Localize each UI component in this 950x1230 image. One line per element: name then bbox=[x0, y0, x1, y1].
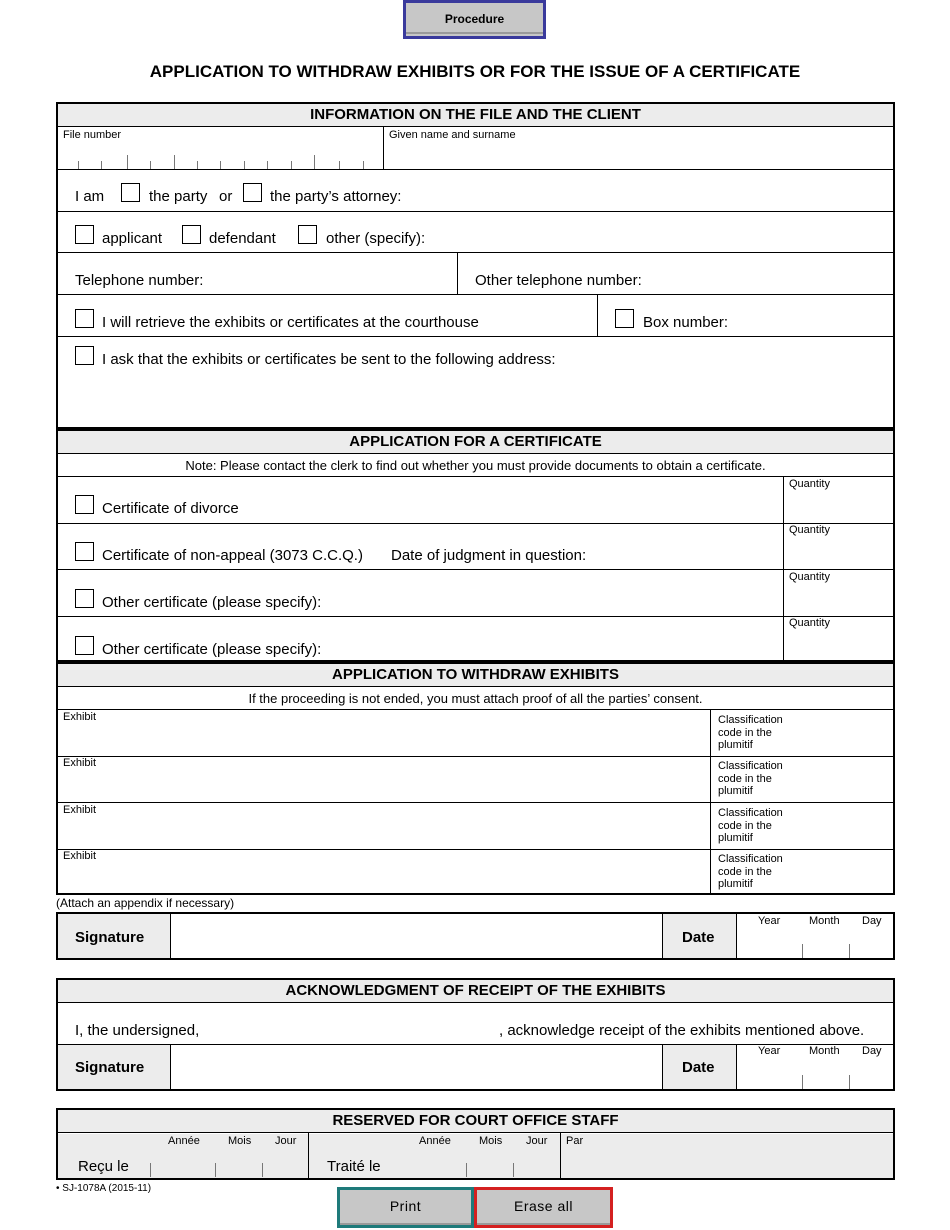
other-certificate-2-quantity-input[interactable] bbox=[789, 630, 889, 660]
exhibit-label: Exhibit bbox=[63, 757, 97, 769]
quantity-label: Quantity bbox=[789, 524, 830, 536]
jour-label: Jour bbox=[275, 1135, 297, 1147]
other-certificate-2-checkbox[interactable] bbox=[75, 636, 94, 655]
send-address-checkbox[interactable] bbox=[75, 346, 94, 365]
box-number-checkbox[interactable] bbox=[615, 309, 634, 328]
par-input[interactable] bbox=[566, 1148, 889, 1178]
info-section bbox=[56, 102, 895, 429]
classification-3-input[interactable] bbox=[793, 807, 889, 847]
date-label: Date bbox=[682, 929, 715, 946]
other-certificate-1-checkbox[interactable] bbox=[75, 589, 94, 608]
day-label: Day bbox=[862, 1045, 882, 1057]
signature-label: Signature bbox=[75, 929, 145, 946]
retrieve-checkbox[interactable] bbox=[75, 309, 94, 328]
name-label: Given name and surname bbox=[389, 129, 516, 141]
the-party-label: the party bbox=[149, 188, 208, 205]
file-number-label: File number bbox=[63, 129, 122, 141]
exhibits-section bbox=[56, 662, 895, 895]
classification-label: Classification code in the plumitif bbox=[718, 760, 783, 797]
other-checkbox[interactable] bbox=[298, 225, 317, 244]
traite-le-date-input[interactable] bbox=[401, 1148, 557, 1178]
box-number-input[interactable] bbox=[738, 298, 888, 334]
applicant-checkbox[interactable] bbox=[75, 225, 94, 244]
defendant-label: defendant bbox=[209, 230, 276, 247]
mois-label: Mois bbox=[479, 1135, 503, 1147]
telephone-label: Telephone number: bbox=[75, 272, 204, 289]
attorney-checkbox[interactable] bbox=[243, 183, 262, 202]
other-certificate-2-input[interactable] bbox=[338, 621, 778, 659]
page-title: APPLICATION TO WITHDRAW EXHIBITS OR FOR THE ISSUE OF A CERTIFICATE bbox=[149, 62, 801, 81]
classification-label: Classification code in the plumitif bbox=[718, 807, 783, 844]
other-certificate-1-label: Other certificate (please specify): bbox=[102, 594, 322, 611]
the-party-checkbox[interactable] bbox=[121, 183, 140, 202]
erase-all-button-label: Erase all bbox=[477, 1190, 610, 1225]
annee-label: Année bbox=[168, 1135, 200, 1147]
ack-date-input[interactable] bbox=[738, 1058, 889, 1089]
form-code: • SJ-1078A (2015-11) bbox=[56, 1183, 152, 1194]
signature-label: Signature bbox=[75, 1059, 145, 1076]
exhibit-3-input[interactable] bbox=[63, 817, 705, 847]
recu-le-label: Reçu le bbox=[78, 1158, 129, 1175]
date-label: Date bbox=[682, 1059, 715, 1076]
classification-label: Classification code in the plumitif bbox=[718, 714, 783, 751]
exhibit-4-input[interactable] bbox=[63, 863, 705, 893]
day-label: Day bbox=[862, 915, 882, 927]
acknowledgment-header: ACKNOWLEDGMENT OF RECEIPT OF THE EXHIBITS bbox=[58, 980, 893, 1003]
appendix-note: (Attach an appendix if necessary) bbox=[56, 896, 235, 910]
divorce-label: Certificate of divorce bbox=[102, 500, 239, 517]
procedure-button[interactable] bbox=[403, 0, 546, 39]
attorney-input[interactable] bbox=[418, 174, 888, 210]
judgment-date-input[interactable] bbox=[598, 528, 778, 564]
signature-row bbox=[56, 912, 895, 960]
classification-label: Classification code in the plumitif bbox=[718, 853, 783, 890]
applicant-label: applicant bbox=[102, 230, 163, 247]
undersigned-name-input[interactable] bbox=[208, 1007, 498, 1041]
send-address-label: I ask that the exhibits or certificates be sent to the following address: bbox=[102, 351, 556, 368]
quantity-label: Quantity bbox=[789, 478, 830, 490]
mois-label: Mois bbox=[228, 1135, 252, 1147]
exhibit-1-input[interactable] bbox=[63, 724, 705, 754]
or-label: or bbox=[219, 188, 233, 205]
exhibit-label: Exhibit bbox=[63, 711, 97, 723]
defendant-checkbox[interactable] bbox=[182, 225, 201, 244]
exhibits-note: If the proceeding is not ended, you must attach proof of all the parties’ consent. bbox=[248, 691, 703, 706]
i-am-label: I am bbox=[75, 188, 105, 205]
month-label: Month bbox=[809, 915, 840, 927]
signature-input[interactable] bbox=[171, 914, 661, 958]
classification-1-input[interactable] bbox=[793, 714, 889, 754]
undersigned-label: I, the undersigned, bbox=[75, 1022, 200, 1039]
exhibit-label: Exhibit bbox=[63, 850, 97, 862]
other-certificate-1-input[interactable] bbox=[338, 574, 778, 610]
divorce-quantity-input[interactable] bbox=[789, 491, 889, 521]
recu-le-date-input[interactable] bbox=[150, 1148, 306, 1178]
acknowledge-text: , acknowledge receipt of the exhibits mentioned above. bbox=[499, 1022, 865, 1039]
address-textarea[interactable] bbox=[75, 372, 889, 425]
other-specify-input[interactable] bbox=[434, 216, 889, 250]
ack-signature-input[interactable] bbox=[171, 1045, 661, 1089]
attorney-label: the party’s attorney: bbox=[270, 188, 402, 205]
classification-4-input[interactable] bbox=[793, 853, 889, 893]
other-certificate-2-label: Other certificate (please specify): bbox=[102, 641, 322, 658]
file-number-input[interactable] bbox=[63, 142, 383, 169]
classification-2-input[interactable] bbox=[793, 760, 889, 800]
box-number-label: Box number: bbox=[643, 314, 729, 331]
year-label: Year bbox=[758, 1045, 781, 1057]
par-label: Par bbox=[566, 1135, 584, 1147]
quantity-label: Quantity bbox=[789, 617, 830, 629]
traite-le-label: Traité le bbox=[327, 1158, 381, 1175]
erase-all-button[interactable] bbox=[474, 1187, 613, 1228]
certificate-section bbox=[56, 429, 895, 662]
exhibit-label: Exhibit bbox=[63, 804, 97, 816]
non-appeal-label: Certificate of non-appeal (3073 C.C.Q.) bbox=[102, 547, 363, 564]
print-button-label: Print bbox=[340, 1190, 471, 1225]
certificate-note: Note: Please contact the clerk to find out whether you must provide documents to obtain a certificate. bbox=[185, 458, 766, 473]
print-button[interactable] bbox=[337, 1187, 474, 1228]
info-section-header: INFORMATION ON THE FILE AND THE CLIENT bbox=[58, 104, 893, 127]
date-input[interactable] bbox=[738, 928, 889, 958]
other-telephone-input[interactable] bbox=[653, 256, 889, 292]
divorce-checkbox[interactable] bbox=[75, 495, 94, 514]
other-certificate-1-quantity-input[interactable] bbox=[789, 584, 889, 614]
annee-label: Année bbox=[419, 1135, 451, 1147]
month-label: Month bbox=[809, 1045, 840, 1057]
other-telephone-label: Other telephone number: bbox=[475, 272, 642, 289]
jour-label: Jour bbox=[526, 1135, 548, 1147]
non-appeal-checkbox[interactable] bbox=[75, 542, 94, 561]
exhibit-2-input[interactable] bbox=[63, 770, 705, 800]
staff-section bbox=[56, 1108, 895, 1180]
judgment-date-label: Date of judgment in question: bbox=[391, 547, 587, 564]
telephone-input[interactable] bbox=[213, 256, 453, 292]
staff-header: RESERVED FOR COURT OFFICE STAFF bbox=[58, 1110, 893, 1133]
exhibits-section-header: APPLICATION TO WITHDRAW EXHIBITS bbox=[58, 664, 893, 687]
other-specify-label: other (specify): bbox=[326, 230, 426, 247]
non-appeal-quantity-input[interactable] bbox=[789, 537, 889, 567]
retrieve-label: I will retrieve the exhibits or certificates at the courthouse bbox=[102, 314, 479, 331]
year-label: Year bbox=[758, 915, 781, 927]
name-input[interactable] bbox=[389, 142, 889, 169]
certificate-section-header: APPLICATION FOR A CERTIFICATE bbox=[58, 431, 893, 454]
quantity-label: Quantity bbox=[789, 571, 830, 583]
procedure-button-label: Procedure bbox=[406, 5, 543, 34]
acknowledgment-section bbox=[56, 978, 895, 1091]
